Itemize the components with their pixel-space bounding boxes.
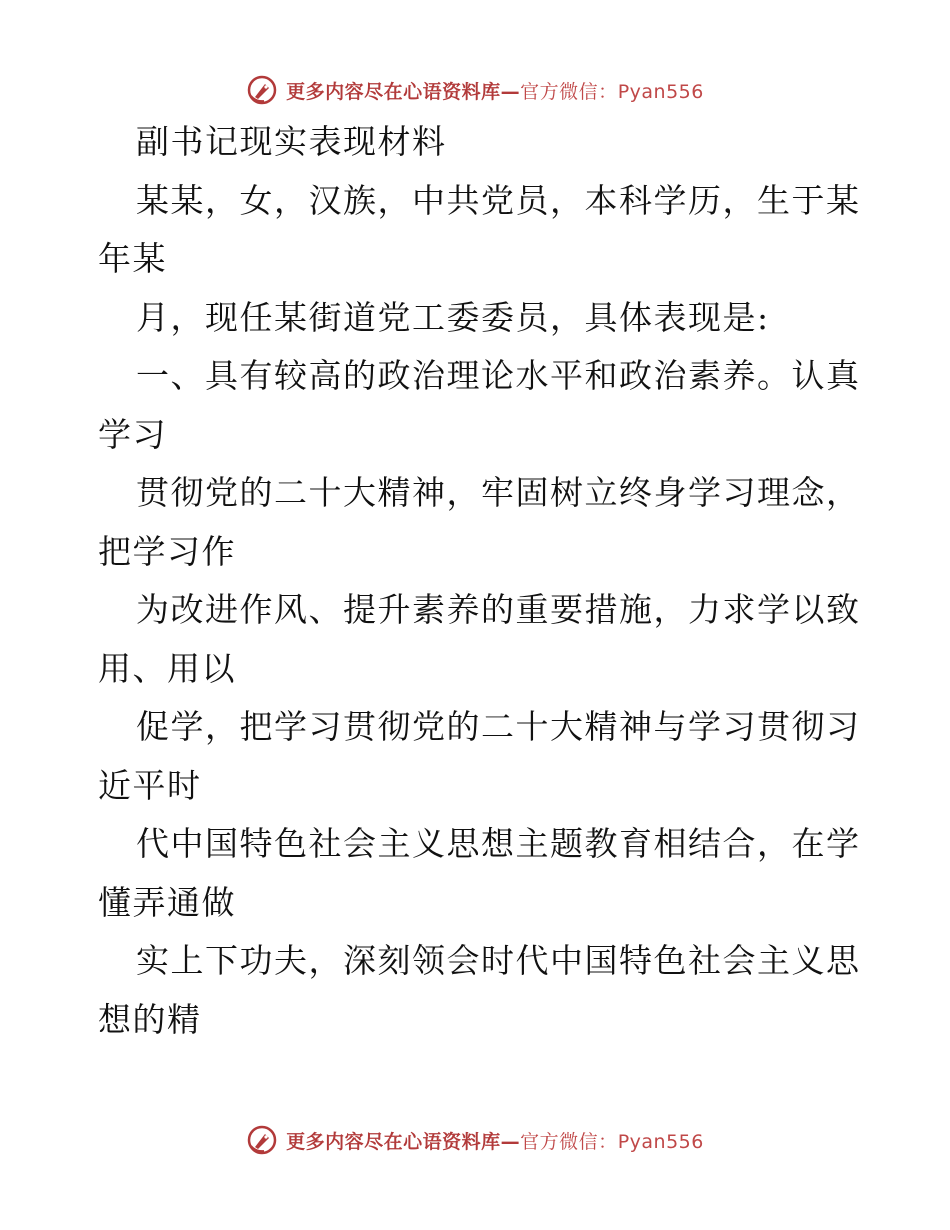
- document-line: 实上下功夫，深刻领会时代中国特色社会主义思: [136, 941, 861, 980]
- watermark-text: [286, 1127, 704, 1154]
- document-line: 年某: [98, 239, 167, 278]
- watermark-wechat-id: Pyan556: [617, 1130, 704, 1153]
- document-line: 近平时: [98, 765, 202, 805]
- watermark-dash: —: [500, 1130, 521, 1153]
- watermark-dash: —: [500, 80, 521, 103]
- footer-watermark: [0, 1120, 950, 1160]
- document-line: 学习: [98, 414, 167, 454]
- pen-nib-logo-icon: [246, 74, 278, 106]
- document-line: 促学，把学习贯彻党的二十大精神与学习贯彻习: [136, 707, 861, 746]
- watermark-text: [286, 77, 704, 104]
- document-line: 为改进作风、提升素养的重要措施，力求学以致: [136, 590, 861, 629]
- document-title: 副书记现实表现材料: [136, 122, 447, 161]
- document-line: 用、用以: [98, 648, 236, 688]
- document-line: 一、具有较高的政治理论水平和政治素养。认真: [136, 356, 861, 395]
- watermark-wechat-label: 官方微信：: [520, 80, 618, 103]
- watermark-wechat-label: 官方微信：: [520, 1130, 618, 1153]
- document-line: 把学习作: [98, 531, 236, 571]
- watermark-site-text: 更多内容尽在心语资料库: [286, 80, 501, 103]
- document-line: 月，现任某街道党工委委员，具体表现是:: [136, 297, 770, 337]
- header-watermark: [0, 70, 950, 110]
- document-line: 某某，女，汉族，中共党员，本科学历，生于某: [136, 180, 861, 220]
- watermark-wechat-id: Pyan556: [617, 80, 704, 103]
- document-body: [98, 122, 861, 1058]
- document-line: 贯彻党的二十大精神，牢固树立终身学习理念，: [136, 473, 861, 512]
- document-line: 懂弄通做: [98, 882, 236, 922]
- pen-nib-logo-icon: [246, 1124, 278, 1156]
- document-line: 代中国特色社会主义思想主题教育相结合，在学: [136, 824, 861, 863]
- watermark-site-text: 更多内容尽在心语资料库: [286, 1130, 501, 1153]
- document-line: 想的精: [98, 999, 202, 1039]
